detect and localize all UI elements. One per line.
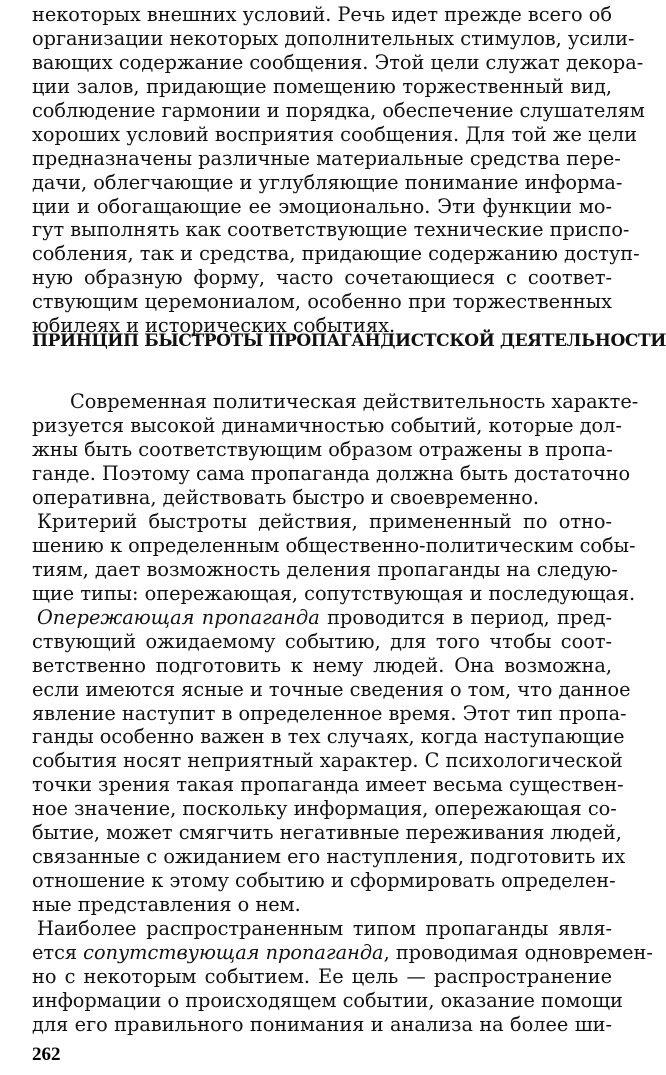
text-line: ризуется высокой динамичностью событий, которые дол- [32,414,622,438]
text-line: связанные с ожиданием его наступления, подготовить их [32,845,626,869]
text-line: гут выполнять как соответствующие технические приспо- [32,218,630,242]
text-line: точки зрения такая пропаганда имеет весьма существен- [32,773,624,797]
text-line: вающих содержание сообщения. Этой цели служат декора- [32,50,644,74]
text-line: для его правильного понимания и анализа на более ши- [32,1013,612,1036]
text-line: ветственно подготовить к нему людей. Она возможна, [32,653,612,677]
text-line: Современная политическая действительность характе- [70,390,639,414]
text-line: ствующим церемониалом, особенно при торжественных [32,290,612,314]
text-line: явление наступит в определенное время. Этот тип пропа- [32,701,627,725]
text-line: хороших условий восприятия сообщения. Для той же цели [32,122,637,146]
text-line: соблюдение гармонии и порядка, обеспечение слушателям [32,98,645,122]
text-line: бытие, может смягчить негативные переживания людей, [32,821,622,845]
text-line: собления, так и средства, придающие содержанию доступ- [32,242,640,266]
text-line: ные представления о нем. [32,893,301,917]
text-line: жны быть соответствующим образом отражены в пропа- [32,437,613,461]
text-line: ное значение, поскольку информация, опережающая со- [32,797,617,821]
text-line: информации о происходящем событии, оказание помощи [32,989,623,1013]
text-line: ганды особенно важен в тех случаях, когда наступающие [32,725,625,749]
text-line: Наиболее распространенным типом пропаганды явля- [37,917,612,941]
text-line: некоторых внешних условий. Речь идет прежде всего об [32,2,613,26]
text-line: ную образную форму, часто сочетающиеся с соответ- [32,266,612,290]
text-line: оперативна, действовать быстро и своевременно. [32,485,539,509]
text-line: события носят неприятный характер. С психологической [32,749,623,773]
text-line: дачи, облегчающие и углубляющие понимание информа- [32,170,623,194]
text-line: шению к определенным общественно-политическим собы- [32,533,636,557]
text-run: , проводимая одновремен- [383,941,653,965]
text-line: юбилеях и исторических событиях. [32,314,396,338]
text-line: тиям, дает возможность деления пропаганды на следую- [32,557,618,581]
text-run: ется [32,941,84,965]
italic-term: Опережающая пропаганда [37,605,320,629]
text-line: но с некоторым событием. Ее цель — распространение [32,965,612,989]
text-line: ганде. Поэтому сама пропаганда должна быть достаточно [32,461,631,485]
italic-term: сопутствующая пропаганда [83,941,384,965]
section-heading: ПРИНЦИП БЫСТРОТЫ ПРОПАГАНДИСТСКОЙ ДЕЯТЕЛЬНОСТИ [32,331,666,352]
text-line: ции и обогащающие ее эмоционально. Эти функции мо- [32,194,612,218]
text-line: Критерий быстроты действия, примененный по отно- [37,509,612,533]
text-line: ции залов, придающие помещению торжественный вид, [32,74,612,98]
text-line: отношение к этому событию и сформировать определен- [32,869,616,893]
text-line: ствующий ожидаемому событию, для того чтобы соот- [32,629,612,653]
text-line: щие типы: опережающая, сопутствующая и последующая. [32,581,636,605]
text-line: организации некоторых дополнительных стимулов, усили- [32,26,635,50]
text-run: проводится в период, пред- [319,605,613,629]
text-line: предназначены различные материальные средства пере- [32,146,621,170]
text-line: если имеются ясные и точные сведения о том, что данное [32,677,631,701]
page-number: 262 [32,1044,61,1065]
